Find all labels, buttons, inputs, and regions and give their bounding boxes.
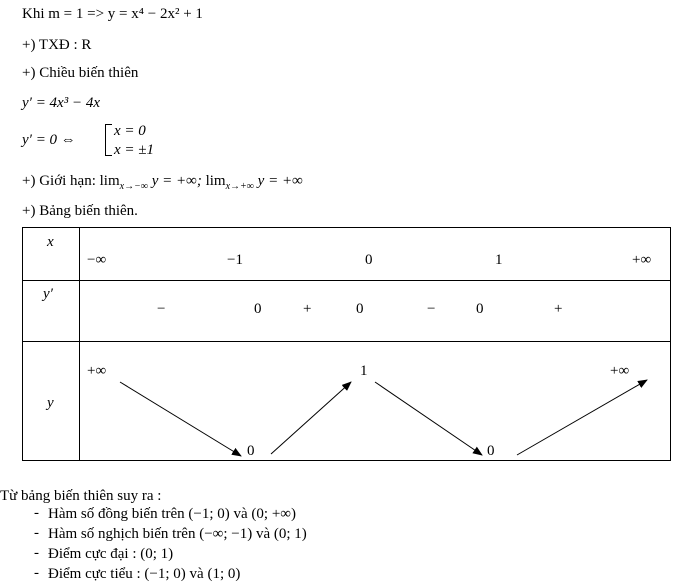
y-value: 1	[360, 363, 368, 379]
lim-1-val: y = +∞;	[151, 173, 202, 189]
conclusion-heading: Từ bảng biến thiên suy ra :	[0, 488, 162, 504]
yprime-sign: +	[554, 301, 563, 317]
conclusion-item: Hàm số nghịch biến trên (−∞; −1) và (0; 1)	[48, 526, 307, 542]
x-value: −1	[227, 252, 243, 268]
conclusion-bullet: -	[34, 525, 39, 541]
conclusion-item: Điểm cực tiểu : (−1; 0) và (1; 0)	[48, 566, 241, 582]
yprime-sign: +	[303, 301, 312, 317]
solution-1: x = 0	[114, 123, 146, 139]
row-x-label: x	[47, 234, 54, 250]
txd-line: +) TXĐ : R	[22, 37, 92, 53]
intro-line1: Khi m = 1 => y = x⁴ − 2x² + 1	[22, 6, 203, 22]
y-value: 0	[247, 443, 255, 459]
x-value: +∞	[632, 252, 652, 268]
conclusion-item: Điểm cực đại : (0; 1)	[48, 546, 174, 562]
row-yprime-label: y′	[43, 286, 53, 302]
y-value: +∞	[87, 363, 107, 379]
chieu-bien-thien-line: +) Chiều biến thiên	[22, 65, 139, 81]
derivative-line: y′ = 4x³ − 4x	[22, 95, 100, 111]
lim-2-sub: x→+∞	[225, 181, 254, 192]
lim-1-sub: x→−∞	[119, 181, 148, 192]
arrow-up-2	[517, 380, 647, 455]
arrow-down-1	[120, 382, 241, 456]
yprime-zero: 0	[254, 301, 262, 317]
conclusion-bullet: -	[34, 505, 39, 521]
x-value: 0	[365, 252, 373, 268]
conclusion-bullet: -	[34, 565, 39, 581]
bbt-label: +) Bảng biến thiên.	[22, 203, 138, 219]
solution-2: x = ±1	[114, 142, 155, 158]
variation-table	[22, 227, 671, 461]
derivative-zero-line: y′ = 0 ⇔	[22, 132, 76, 148]
conclusion-bullet: -	[34, 545, 39, 561]
lim-1: lim	[99, 173, 120, 189]
variation-arrows	[23, 228, 672, 462]
yprime-sign: −	[427, 301, 436, 317]
yprime-zero: 0	[476, 301, 484, 317]
lim-2: lim	[205, 173, 226, 189]
arrow-down-2	[375, 382, 482, 455]
x-value: 1	[495, 252, 503, 268]
limits-line	[22, 171, 303, 197]
arrow-up-1	[271, 382, 351, 454]
x-value: −∞	[87, 252, 107, 268]
lim-2-val: y = +∞	[257, 173, 303, 189]
yprime-sign: −	[157, 301, 166, 317]
y-value: 0	[487, 443, 495, 459]
conclusion-item: Hàm số đồng biến trên (−1; 0) và (0; +∞)	[48, 506, 296, 522]
gioihan-label: +) Giới hạn:	[22, 173, 96, 189]
system-brace	[105, 124, 112, 156]
y-value: +∞	[610, 363, 630, 379]
row-y-label: y	[47, 395, 54, 411]
yprime-zero: 0	[356, 301, 364, 317]
